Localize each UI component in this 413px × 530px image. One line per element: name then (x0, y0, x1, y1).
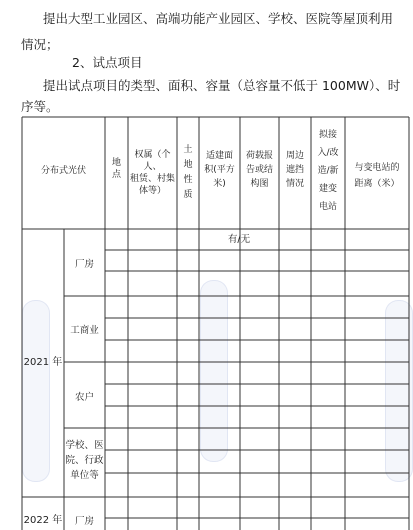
header-substation: 拟接 入/改 造/新 建变 电站 (317, 130, 339, 212)
header-shading: 周边 遮挡 情况 (285, 151, 304, 189)
watermark-middle (200, 280, 228, 462)
table-title: 分布式光伏 (40, 166, 86, 176)
paragraph-rooftop-usage: 提出大型工业园区、高端功能产业园区、学校、医院等屋顶利用 (43, 11, 394, 26)
paragraph-pilot-requirements-cont: 序等。 (21, 99, 59, 114)
category-factory: 厂房 (74, 259, 94, 270)
header-location: 地 点 (111, 158, 121, 180)
paragraph-pilot-requirements: 提出试点项目的类型、面积、容量（总容量不低于 100MW）、时 (43, 78, 401, 93)
category-public-institutions: 学校、医 院、行政 单位等 (65, 440, 104, 481)
watermark-left (22, 300, 50, 482)
header-load-report: 荷载报 告或结 构图 (245, 151, 273, 189)
year-2022: 2022 年 (23, 515, 63, 526)
paragraph-rooftop-usage-cont: 情况； (21, 37, 59, 52)
category-farmer: 农户 (74, 392, 94, 403)
shading-value: 有/无 (227, 234, 251, 245)
header-suitable-area: 适建面 积(平方 米) (204, 151, 235, 189)
category-factory-2022: 厂房 (74, 516, 94, 527)
category-commercial: 工商业 (70, 325, 99, 336)
header-ownership: 权属（个人、 租赁、村集 体等） (129, 150, 175, 196)
header-land-nature: 土 地 性 质 (183, 145, 193, 200)
section-heading-pilot-projects: 2、试点项目 (72, 55, 143, 70)
watermark-right (385, 300, 413, 482)
year-2021: 2021 年 (23, 357, 63, 368)
header-distance: 与变电站的 距离（米） (354, 163, 400, 189)
